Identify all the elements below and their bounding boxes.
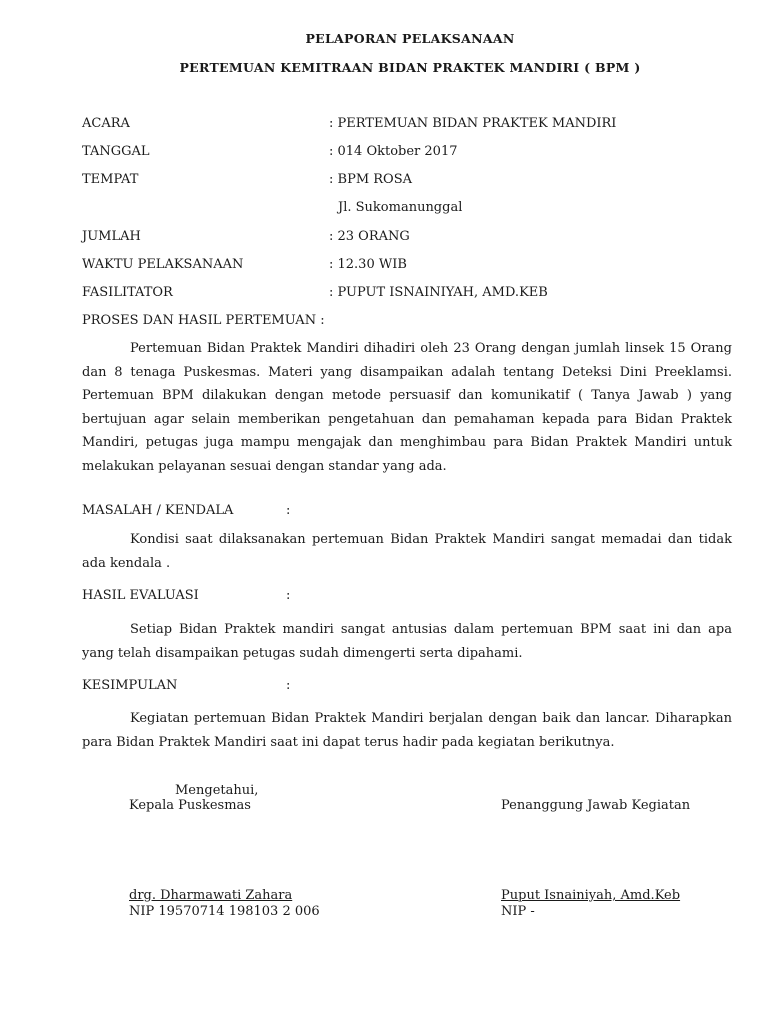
field-label: TANGGAL bbox=[82, 144, 150, 159]
evaluasi-paragraph: Setiap Bidan Praktek mandiri sangat antusias dalam pertemuan BPM saat ini dan apa yang telah disampaikan petugas sudah dimengerti serta dipahami. bbox=[82, 622, 732, 661]
field-value: : PUPUT ISNAINIYAH, AMD.KEB bbox=[329, 285, 548, 300]
evaluasi-colon: : bbox=[286, 588, 291, 603]
kesimpulan-paragraph: Kegiatan pertemuan Bidan Praktek Mandiri berjalan dengan baik dan lancar. Diharapkan para Bidan Praktek Mandiri saat ini dapat terus hadir pada kegiatan berikutnya. bbox=[82, 711, 732, 750]
right-signer-role: Penanggung Jawab Kegiatan bbox=[501, 798, 691, 813]
acknowledged-label: Mengetahui, bbox=[175, 783, 259, 798]
field-label: TEMPAT bbox=[82, 172, 139, 187]
field-value: : 12.30 WIB bbox=[329, 257, 407, 272]
field-label: ACARA bbox=[82, 116, 130, 131]
masalah-heading-label: MASALAH / KENDALA bbox=[82, 503, 234, 518]
field-label: JUMLAH bbox=[82, 229, 141, 244]
kesimpulan-colon: : bbox=[286, 678, 291, 693]
masalah-paragraph: Kondisi saat dilaksanakan pertemuan Bidan Praktek Mandiri sangat memadai dan tidak ada kendala . bbox=[82, 532, 732, 571]
field-label: FASILITATOR bbox=[82, 285, 173, 300]
field-value: : 23 ORANG bbox=[329, 229, 410, 244]
masalah-heading bbox=[82, 503, 291, 518]
field-value: : 014 Oktober 2017 bbox=[329, 144, 458, 159]
evaluasi-heading-label: HASIL EVALUASI bbox=[82, 588, 199, 603]
evaluasi-heading bbox=[82, 588, 291, 603]
document-subtitle: PERTEMUAN KEMITRAAN BIDAN PRAKTEK MANDIRI ( BPM ) bbox=[179, 60, 641, 75]
field-value: : BPM ROSA bbox=[329, 172, 412, 187]
proses-heading: PROSES DAN HASIL PERTEMUAN : bbox=[82, 313, 325, 328]
kesimpulan-heading bbox=[82, 678, 291, 693]
kesimpulan-heading-label: KESIMPULAN bbox=[82, 678, 178, 693]
left-signer-nip: NIP 19570714 198103 2 006 bbox=[129, 904, 320, 919]
left-signer-role: Kepala Puskesmas bbox=[129, 798, 251, 813]
right-signer-name: Puput Isnainiyah, Amd.Keb bbox=[501, 888, 681, 903]
right-signer-nip: NIP - bbox=[501, 904, 535, 919]
field-value: Jl. Sukomanunggal bbox=[338, 200, 463, 215]
document-title: PELAPORAN PELAKSANAAN bbox=[305, 31, 515, 46]
left-signer-name: drg. Dharmawati Zahara bbox=[129, 888, 293, 903]
field-label: WAKTU PELAKSANAAN bbox=[82, 257, 244, 272]
masalah-colon: : bbox=[286, 503, 291, 518]
field-value: : PERTEMUAN BIDAN PRAKTEK MANDIRI bbox=[329, 116, 617, 131]
proses-paragraph: Pertemuan Bidan Praktek Mandiri dihadiri oleh 23 Orang dengan jumlah linsek 15 Orang dan 8 tenaga Puskesmas. Materi yang disampaikan adalah tentang Deteksi Dini Preeklamsi. Pertemuan BPM dilakukan dengan metode persuasif dan komunikatif ( Tanya Jawab ) yang bertujuan agar selain memberikan pengetahuan dan pemahaman kepada para Bidan Praktek Mandiri, petugas juga mampu mengajak dan menghimbau para Bidan Praktek Mandiri untuk melakukan pelayanan sesuai dengan standar yang ada. bbox=[82, 341, 732, 474]
